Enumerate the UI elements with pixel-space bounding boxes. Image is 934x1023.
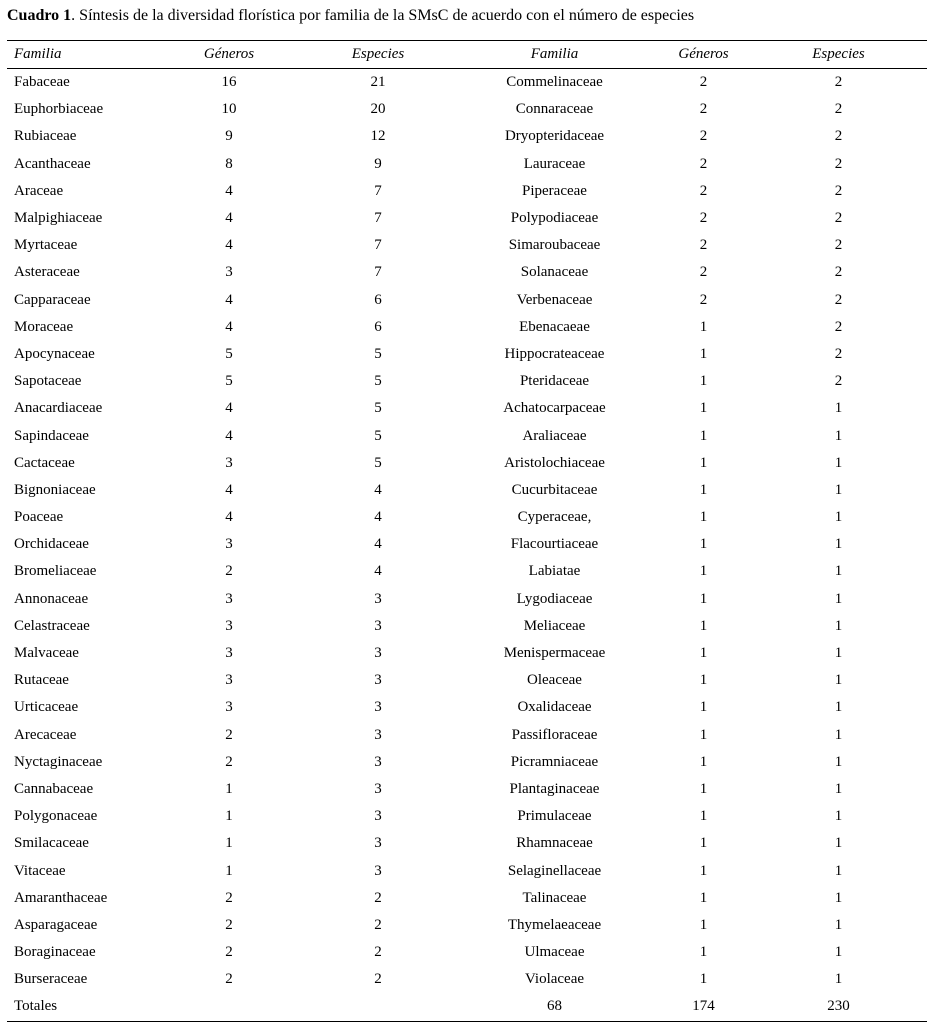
generos-cell-2: 1 xyxy=(699,835,708,852)
especies-cell: 6 xyxy=(374,318,382,335)
generos-cell: 4 xyxy=(225,318,233,335)
generos-cell: 4 xyxy=(225,210,233,227)
especies-cell-2: 2 xyxy=(834,318,843,335)
generos-cell: 4 xyxy=(225,400,233,417)
familia-cell: Burseraceae xyxy=(14,971,88,988)
especies-cell: 7 xyxy=(374,210,382,227)
familia-cell-2: Talinaceae xyxy=(522,889,587,906)
especies-cell-2: 1 xyxy=(834,780,843,797)
generos-cell: 1 xyxy=(225,780,233,797)
generos-cell xyxy=(154,993,304,1021)
especies-cell: 3 xyxy=(374,780,382,797)
familia-cell: Malpighiaceae xyxy=(14,210,103,227)
generos-cell-2: 1 xyxy=(699,345,708,362)
generos-cell: 9 xyxy=(225,128,233,145)
especies-cell: 3 xyxy=(374,835,382,852)
especies-cell: 3 xyxy=(374,808,382,825)
especies-cell: 4 xyxy=(374,481,382,498)
familia-cell-2: Plantaginaceae xyxy=(509,780,600,797)
generos-cell: 2 xyxy=(225,889,233,906)
familia-cell: Rutaceae xyxy=(14,672,69,689)
generos-cell: 3 xyxy=(225,536,233,553)
generos-cell: 2 xyxy=(225,944,233,961)
table-row xyxy=(7,613,927,640)
generos-cell-2: 2 xyxy=(699,128,708,145)
especies-cell-2: 2 xyxy=(834,74,843,91)
table-row xyxy=(7,287,927,314)
especies-cell-2: 1 xyxy=(834,590,843,607)
table-row xyxy=(7,477,927,504)
familia-cell: Bignoniaceae xyxy=(14,481,96,498)
generos-cell-2: 1 xyxy=(699,780,708,797)
especies-cell: 3 xyxy=(374,699,382,716)
familia-cell-2: Thymelaeaceae xyxy=(507,916,602,933)
especies-cell-2: 1 xyxy=(834,481,843,498)
especies-cell: 2 xyxy=(374,944,382,961)
generos-cell: 4 xyxy=(225,182,233,199)
generos-cell: 3 xyxy=(225,645,233,662)
familia-cell-2: Lygodiaceae xyxy=(516,590,593,607)
especies-cell: 7 xyxy=(374,264,382,281)
especies-cell: 7 xyxy=(374,182,382,199)
especies-cell-2: 2 xyxy=(834,237,843,254)
table-row xyxy=(7,558,927,585)
especies-cell-2: 1 xyxy=(834,563,843,580)
table-caption xyxy=(7,5,694,27)
familia-cell-2: Cyperaceae, xyxy=(517,509,592,526)
familia-cell-2: Violaceae xyxy=(524,971,585,988)
generos-cell-2: 2 xyxy=(699,291,708,308)
generos-cell: 4 xyxy=(225,481,233,498)
especies-cell-2: 1 xyxy=(834,672,843,689)
generos-cell: 3 xyxy=(225,617,233,634)
generos-cell-2: 1 xyxy=(699,699,708,716)
especies-cell: 21 xyxy=(370,74,386,91)
table-row xyxy=(7,640,927,667)
familia-cell-2: Ebenacaeae xyxy=(519,318,590,335)
familia-cell: Bromeliaceae xyxy=(14,563,97,580)
generos-cell: 5 xyxy=(225,345,233,362)
table-row xyxy=(7,586,927,613)
familia-cell-2: Simaroubaceae xyxy=(508,237,601,254)
generos-cell: 4 xyxy=(225,291,233,308)
header-generos: Géneros xyxy=(203,46,255,62)
familia-cell: Acanthaceae xyxy=(14,155,91,172)
caption-text: . Síntesis de la diversidad florística por familia de la SMsC de acuerdo con el número de especies xyxy=(71,7,695,24)
generos-cell-2: 1 xyxy=(699,672,708,689)
especies-cell-2: 2 xyxy=(834,182,843,199)
familia-cell-2: Hippocrateaceae xyxy=(504,345,605,362)
generos-cell: 8 xyxy=(225,155,233,172)
table-row xyxy=(7,830,927,857)
familia-cell-2: Commelinaceae xyxy=(506,74,603,91)
generos-cell-2: 2 xyxy=(699,101,708,118)
generos-cell: 3 xyxy=(225,454,233,471)
table-row xyxy=(7,341,927,368)
especies-cell: 5 xyxy=(374,454,382,471)
especies-cell: 4 xyxy=(374,509,382,526)
familia-cell: Myrtaceae xyxy=(14,237,78,254)
familia-cell-2: Polypodiaceae xyxy=(510,210,599,227)
generos-cell-2: 1 xyxy=(699,454,708,471)
especies-cell: 3 xyxy=(374,672,382,689)
especies-cell-2: 2 xyxy=(834,264,843,281)
table-row xyxy=(7,776,927,803)
familia-cell: Moraceae xyxy=(14,318,74,335)
generos-cell: 2 xyxy=(225,971,233,988)
generos-cell: 1 xyxy=(225,835,233,852)
generos-cell: 3 xyxy=(225,699,233,716)
generos-cell: 3 xyxy=(225,672,233,689)
especies-cell: 5 xyxy=(374,345,382,362)
familia-cell: Araceae xyxy=(14,182,64,199)
generos-cell: 3 xyxy=(225,264,233,281)
table-row xyxy=(7,232,927,259)
especies-cell: 2 xyxy=(374,889,382,906)
familia-cell-2: Araliaceae xyxy=(522,427,587,444)
familia-cell: Arecaceae xyxy=(14,726,77,743)
especies-cell-2: 1 xyxy=(834,400,843,417)
generos-cell: 4 xyxy=(225,237,233,254)
caption-label: Cuadro 1 xyxy=(7,7,72,24)
header-especies: Especies xyxy=(351,46,405,62)
generos-cell-2: 2 xyxy=(699,210,708,227)
especies-cell: 3 xyxy=(374,726,382,743)
table-row xyxy=(7,722,927,749)
generos-cell-2: 1 xyxy=(699,889,708,906)
especies-cell: 5 xyxy=(374,400,382,417)
especies-cell-2: 1 xyxy=(834,971,843,988)
familia-cell: Cactaceae xyxy=(14,454,75,471)
especies-cell: 4 xyxy=(374,563,382,580)
especies-cell: 3 xyxy=(374,862,382,879)
generos-cell: 3 xyxy=(225,590,233,607)
especies-cell: 12 xyxy=(370,128,386,145)
generos-cell-2: 1 xyxy=(699,318,708,335)
familia-cell-2: Ulmaceae xyxy=(524,944,585,961)
generos-cell-2: 2 xyxy=(699,74,708,91)
generos-cell-2: 174 xyxy=(692,998,715,1015)
familia-cell: Boraginaceae xyxy=(14,944,96,961)
totals-row xyxy=(7,993,927,1021)
familia-cell: Malvaceae xyxy=(14,645,79,662)
generos-cell: 5 xyxy=(225,373,233,390)
table-row xyxy=(7,123,927,150)
family-diversity-table xyxy=(7,40,927,1022)
familia-cell: Totales xyxy=(14,998,58,1015)
familia-cell-2: Primulaceae xyxy=(517,808,592,825)
familia-cell-2: Passifloraceae xyxy=(511,726,598,743)
generos-cell: 10 xyxy=(221,101,237,118)
generos-cell: 1 xyxy=(225,808,233,825)
especies-cell: 20 xyxy=(370,101,386,118)
generos-cell-2: 1 xyxy=(699,645,708,662)
familia-cell-2: Lauraceae xyxy=(523,155,586,172)
table-row xyxy=(7,694,927,721)
generos-cell: 4 xyxy=(225,509,233,526)
especies-cell-2: 2 xyxy=(834,373,843,390)
familia-cell-2: Connaraceae xyxy=(515,101,594,118)
table-row xyxy=(7,857,927,884)
familia-cell-2: Oxalidaceae xyxy=(517,699,592,716)
especies-cell-2: 1 xyxy=(834,753,843,770)
especies-cell-2: 2 xyxy=(834,128,843,145)
generos-cell-2: 1 xyxy=(699,590,708,607)
familia-cell-2: Dryopteridaceae xyxy=(504,128,605,145)
especies-cell: 2 xyxy=(374,916,382,933)
table-row xyxy=(7,450,927,477)
generos-cell: 2 xyxy=(225,726,233,743)
especies-cell-2: 2 xyxy=(834,345,843,362)
especies-cell-2: 1 xyxy=(834,454,843,471)
familia-cell: Fabaceae xyxy=(14,74,70,91)
familia-cell: Orchidaceae xyxy=(14,536,89,553)
familia-cell-2: Meliaceae xyxy=(523,617,586,634)
especies-cell: 9 xyxy=(374,155,382,172)
familia-cell: Urticaceae xyxy=(14,699,79,716)
table-row xyxy=(7,749,927,776)
especies-cell: 7 xyxy=(374,237,382,254)
especies-cell: 3 xyxy=(374,590,382,607)
familia-cell-2: Verbenaceae xyxy=(516,291,593,308)
table-row xyxy=(7,966,927,993)
table-row xyxy=(7,803,927,830)
generos-cell-2: 2 xyxy=(699,155,708,172)
generos-cell-2: 1 xyxy=(699,400,708,417)
table-row xyxy=(7,314,927,341)
especies-cell: 3 xyxy=(374,645,382,662)
generos-cell-2: 1 xyxy=(699,862,708,879)
especies-cell-2: 2 xyxy=(834,210,843,227)
especies-cell-2: 2 xyxy=(834,101,843,118)
generos-cell-2: 1 xyxy=(699,753,708,770)
familia-cell: Asteraceae xyxy=(14,264,80,281)
especies-cell: 3 xyxy=(374,617,382,634)
familia-cell: Sapotaceae xyxy=(14,373,82,390)
table-row xyxy=(7,422,927,449)
table-row xyxy=(7,96,927,123)
generos-cell-2: 1 xyxy=(699,536,708,553)
table-container xyxy=(7,40,927,1022)
header-familia: Familia xyxy=(14,46,62,62)
especies-cell-2: 1 xyxy=(834,944,843,961)
familia-cell-2: Selaginellaceae xyxy=(507,862,602,879)
generos-cell-2: 1 xyxy=(699,726,708,743)
generos-cell: 2 xyxy=(225,916,233,933)
generos-cell-2: 2 xyxy=(699,182,708,199)
familia-cell-2: Oleaceae xyxy=(527,672,582,689)
table-row xyxy=(7,504,927,531)
familia-cell: Poaceae xyxy=(14,509,64,526)
familia-cell-2: Picramniaceae xyxy=(510,753,599,770)
especies-cell: 6 xyxy=(374,291,382,308)
familia-cell-2: 68 xyxy=(547,998,562,1015)
especies-cell-2: 1 xyxy=(834,699,843,716)
familia-cell: Capparaceae xyxy=(14,291,91,308)
table-row xyxy=(7,912,927,939)
table-row xyxy=(7,885,927,912)
familia-cell-2: Rhamnaceae xyxy=(516,835,593,852)
familia-cell: Asparagaceae xyxy=(14,916,98,933)
familia-cell-2: Achatocarpaceae xyxy=(503,400,606,417)
familia-cell-2: Flacourtiaceae xyxy=(510,536,599,553)
generos-cell-2: 1 xyxy=(699,563,708,580)
table-row xyxy=(7,531,927,558)
familia-cell: Sapindaceae xyxy=(14,427,89,444)
especies-cell-2: 2 xyxy=(834,155,843,172)
generos-cell-2: 1 xyxy=(699,916,708,933)
especies-cell-2: 1 xyxy=(834,889,843,906)
especies-cell-2: 230 xyxy=(827,998,850,1015)
especies-cell-2: 1 xyxy=(834,808,843,825)
especies-cell-2: 1 xyxy=(834,835,843,852)
familia-cell: Rubiaceae xyxy=(14,128,77,145)
table-row xyxy=(7,205,927,232)
table-header-row xyxy=(7,41,927,69)
especies-cell-2: 1 xyxy=(834,726,843,743)
especies-cell-2: 1 xyxy=(834,645,843,662)
familia-cell: Vitaceae xyxy=(14,862,66,879)
table-row xyxy=(7,667,927,694)
familia-cell: Annonaceae xyxy=(14,590,89,607)
especies-cell-2: 1 xyxy=(834,862,843,879)
especies-cell-2: 1 xyxy=(834,427,843,444)
generos-cell: 1 xyxy=(225,862,233,879)
familia-cell-2: Aristolochiaceae xyxy=(504,454,605,471)
especies-cell: 3 xyxy=(374,753,382,770)
generos-cell-2: 1 xyxy=(699,509,708,526)
table-row xyxy=(7,151,927,178)
table-body xyxy=(7,69,927,1022)
especies-cell-2: 1 xyxy=(834,617,843,634)
header-especies-2: Especies xyxy=(812,46,865,62)
table-row xyxy=(7,69,927,97)
generos-cell-2: 1 xyxy=(699,808,708,825)
familia-cell: Celastraceae xyxy=(14,617,90,634)
especies-cell-2: 1 xyxy=(834,536,843,553)
generos-cell-2: 1 xyxy=(699,944,708,961)
especies-cell: 5 xyxy=(374,373,382,390)
generos-cell: 2 xyxy=(225,563,233,580)
familia-cell: Nyctaginaceae xyxy=(14,753,103,770)
familia-cell: Amaranthaceae xyxy=(14,889,108,906)
especies-cell: 4 xyxy=(374,536,382,553)
generos-cell: 4 xyxy=(225,427,233,444)
table-row xyxy=(7,368,927,395)
table-row xyxy=(7,939,927,966)
especies-cell-2: 1 xyxy=(834,509,843,526)
familia-cell-2: Solanaceae xyxy=(520,264,589,281)
table-row xyxy=(7,178,927,205)
header-generos-2: Géneros xyxy=(678,46,729,62)
generos-cell-2: 1 xyxy=(699,971,708,988)
table-row xyxy=(7,259,927,286)
familia-cell-2: Piperaceae xyxy=(522,182,587,199)
especies-cell-2: 2 xyxy=(834,291,843,308)
generos-cell-2: 1 xyxy=(699,481,708,498)
generos-cell: 16 xyxy=(221,74,237,91)
generos-cell-2: 1 xyxy=(699,617,708,634)
table-row xyxy=(7,395,927,422)
generos-cell-2: 1 xyxy=(699,427,708,444)
familia-cell-2: Pteridaceae xyxy=(519,373,590,390)
familia-cell: Anacardiaceae xyxy=(14,400,103,417)
generos-cell-2: 2 xyxy=(699,237,708,254)
familia-cell: Apocynaceae xyxy=(14,345,95,362)
familia-cell-2: Labiatae xyxy=(528,563,581,580)
especies-cell: 2 xyxy=(374,971,382,988)
familia-cell-2: Menispermaceae xyxy=(503,645,606,662)
generos-cell-2: 2 xyxy=(699,264,708,281)
familia-cell: Polygonaceae xyxy=(14,808,98,825)
familia-cell: Cannabaceae xyxy=(14,780,94,797)
generos-cell-2: 1 xyxy=(699,373,708,390)
familia-cell-2: Cucurbitaceae xyxy=(511,481,598,498)
especies-cell xyxy=(304,993,452,1021)
generos-cell: 2 xyxy=(225,753,233,770)
familia-cell: Euphorbiaceae xyxy=(14,101,104,118)
especies-cell-2: 1 xyxy=(834,916,843,933)
familia-cell: Smilacaceae xyxy=(14,835,89,852)
header-familia-2: Familia xyxy=(530,46,579,62)
especies-cell: 5 xyxy=(374,427,382,444)
